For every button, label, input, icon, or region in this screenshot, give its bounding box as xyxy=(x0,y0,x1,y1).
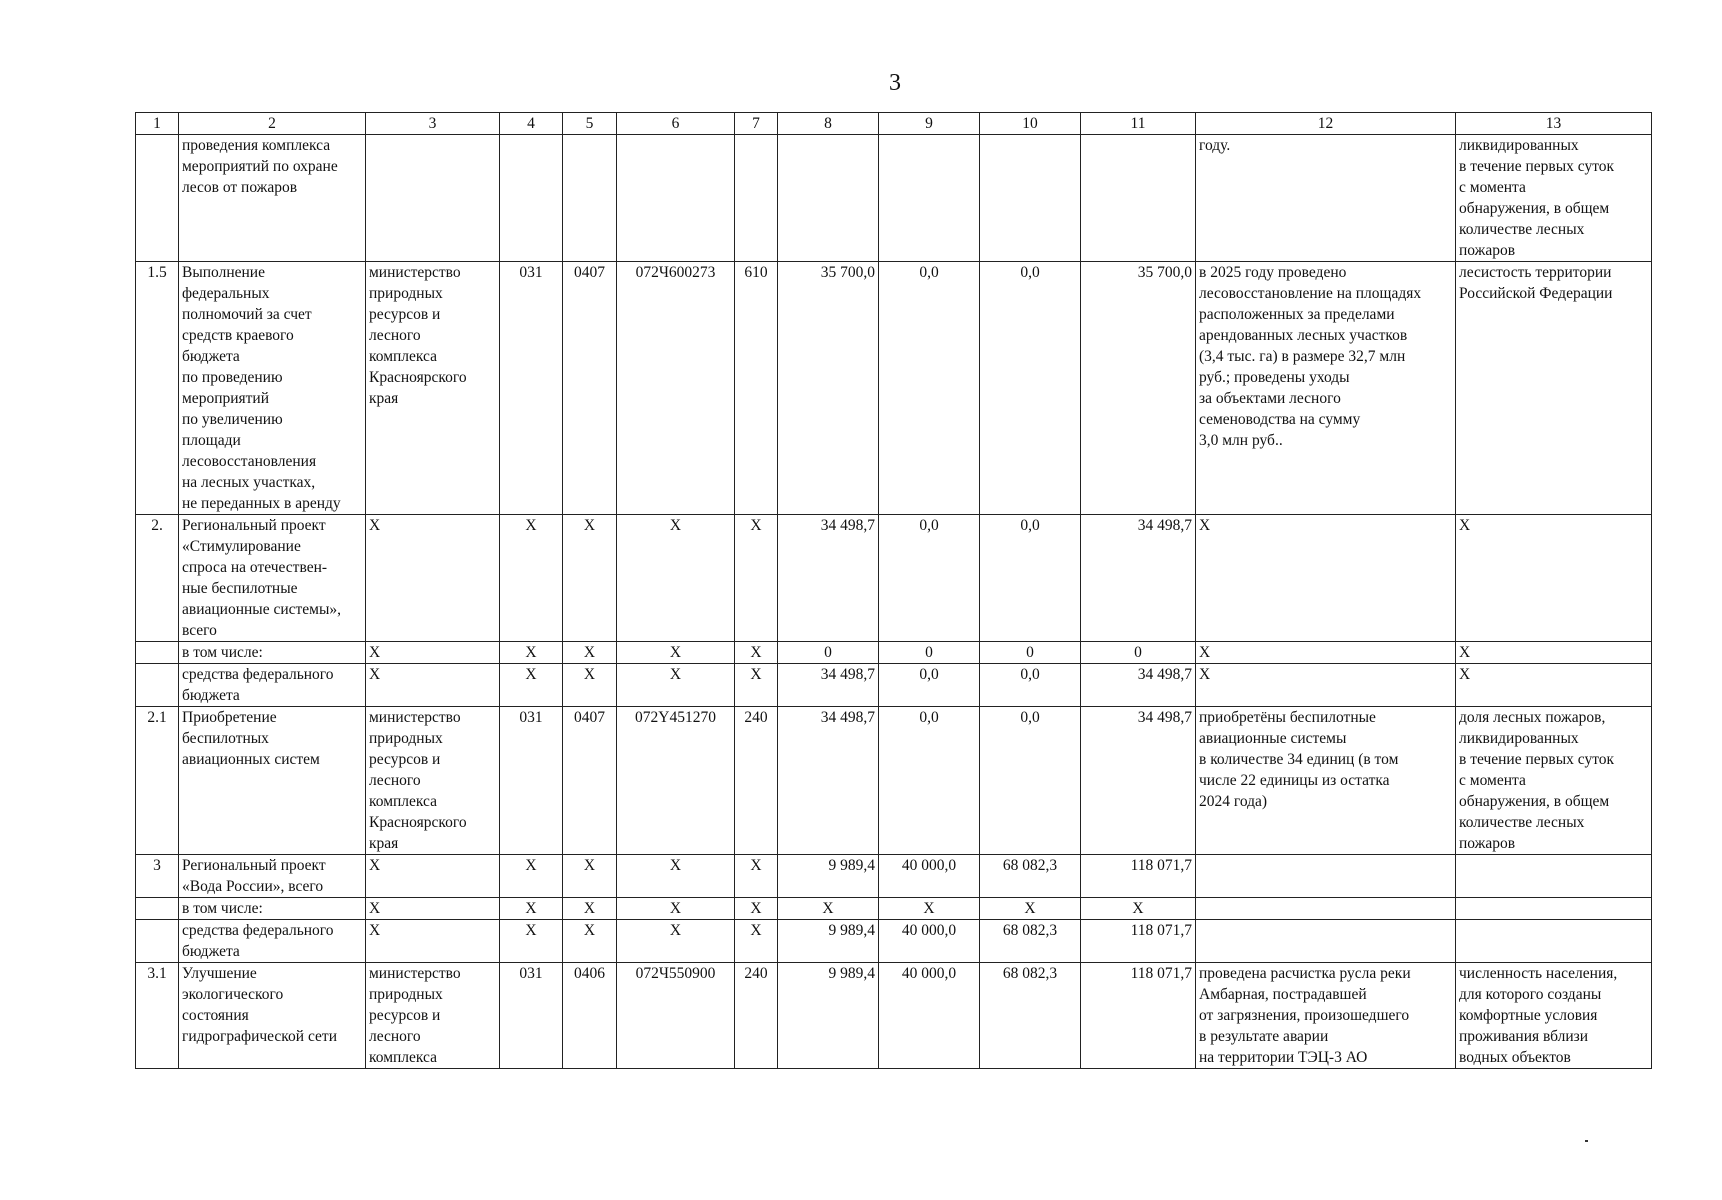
row-number-cell xyxy=(136,135,179,262)
amount-cell: 0,0 xyxy=(980,262,1081,515)
total-cell: 118 071,7 xyxy=(1081,920,1196,963)
amount-cell: 9 989,4 xyxy=(778,963,879,1069)
amount-cell: 40 000,0 xyxy=(879,920,980,963)
amount-cell: 0,0 xyxy=(879,262,980,515)
target-code-cell: X xyxy=(617,664,735,707)
amount-cell: 34 498,7 xyxy=(778,664,879,707)
section-code-cell: X xyxy=(563,855,617,898)
target-code-cell: 072Ч550900 xyxy=(617,963,735,1069)
header-cell: 10 xyxy=(980,113,1081,135)
amount-cell: 34 498,7 xyxy=(778,707,879,855)
table-row xyxy=(136,262,1652,515)
header-cell: 1 xyxy=(136,113,179,135)
indicator-cell xyxy=(1456,920,1652,963)
target-code-cell: X xyxy=(617,920,735,963)
expense-type-cell: X xyxy=(735,898,778,920)
amount-cell: 0 xyxy=(980,642,1081,664)
section-code-cell: 0407 xyxy=(563,262,617,515)
total-cell xyxy=(1081,135,1196,262)
grbs-code-cell: 031 xyxy=(500,262,563,515)
target-code-cell: 072Y451270 xyxy=(617,707,735,855)
activity-name-cell: средства федерального бюджета xyxy=(179,664,366,707)
amount-cell: 0,0 xyxy=(879,515,980,642)
section-code-cell: X xyxy=(563,920,617,963)
amount-cell: 0,0 xyxy=(980,707,1081,855)
table-row xyxy=(136,963,1652,1069)
table-row xyxy=(136,855,1652,898)
header-cell: 4 xyxy=(500,113,563,135)
header-cell: 8 xyxy=(778,113,879,135)
expense-type-cell: X xyxy=(735,855,778,898)
header-cell: 9 xyxy=(879,113,980,135)
target-code-cell: 072Ч600273 xyxy=(617,262,735,515)
target-code-cell: X xyxy=(617,855,735,898)
table-row xyxy=(136,642,1652,664)
amount-cell: 0,0 xyxy=(879,707,980,855)
table-row xyxy=(136,707,1652,855)
amount-cell: 35 700,0 xyxy=(778,262,879,515)
header-cell: 12 xyxy=(1196,113,1456,135)
amount-cell: 40 000,0 xyxy=(879,963,980,1069)
indicator-cell: ликвидированных в течение первых суток с момента обнаружения, в общем количестве лесных пожаров xyxy=(1456,135,1652,262)
grbs-code-cell: X xyxy=(500,515,563,642)
amount-cell: 0 xyxy=(778,642,879,664)
amount-cell: X xyxy=(980,898,1081,920)
executor-cell: X xyxy=(366,664,500,707)
row-number-cell: 1.5 xyxy=(136,262,179,515)
expense-type-cell: 610 xyxy=(735,262,778,515)
section-code-cell: 0406 xyxy=(563,963,617,1069)
expense-type-cell xyxy=(735,135,778,262)
section-code-cell: 0407 xyxy=(563,707,617,855)
header-cell: 5 xyxy=(563,113,617,135)
amount-cell: X xyxy=(778,898,879,920)
total-cell: 34 498,7 xyxy=(1081,707,1196,855)
result-cell: X xyxy=(1196,642,1456,664)
table-row xyxy=(136,664,1652,707)
result-cell: X xyxy=(1196,515,1456,642)
executor-cell: X xyxy=(366,920,500,963)
amount-cell: 68 082,3 xyxy=(980,963,1081,1069)
section-code-cell: X xyxy=(563,642,617,664)
executor-cell xyxy=(366,135,500,262)
total-cell: X xyxy=(1081,898,1196,920)
row-number-cell: 2. xyxy=(136,515,179,642)
table-row xyxy=(136,898,1652,920)
table-row xyxy=(136,515,1652,642)
indicator-cell: X xyxy=(1456,642,1652,664)
indicator-cell: доля лесных пожаров, ликвидированных в течение первых суток с момента обнаружения, в общем количестве лесных пожаров xyxy=(1456,707,1652,855)
executor-cell: X xyxy=(366,515,500,642)
table-row xyxy=(136,920,1652,963)
result-cell xyxy=(1196,920,1456,963)
header-cell: 13 xyxy=(1456,113,1652,135)
amount-cell xyxy=(778,135,879,262)
amount-cell: 34 498,7 xyxy=(778,515,879,642)
target-code-cell xyxy=(617,135,735,262)
grbs-code-cell: X xyxy=(500,664,563,707)
amount-cell: 68 082,3 xyxy=(980,920,1081,963)
executor-cell: министерство природных ресурсов и лесного комплекса xyxy=(366,963,500,1069)
indicator-cell: лесистость территории Российской Федерации xyxy=(1456,262,1652,515)
executor-cell: X xyxy=(366,642,500,664)
header-cell: 2 xyxy=(179,113,366,135)
header-row xyxy=(136,113,1652,135)
executor-cell: X xyxy=(366,855,500,898)
row-number-cell: 3.1 xyxy=(136,963,179,1069)
row-number-cell xyxy=(136,920,179,963)
section-code-cell: X xyxy=(563,898,617,920)
section-code-cell: X xyxy=(563,515,617,642)
expense-type-cell: 240 xyxy=(735,963,778,1069)
target-code-cell: X xyxy=(617,515,735,642)
grbs-code-cell: X xyxy=(500,855,563,898)
total-cell: 118 071,7 xyxy=(1081,963,1196,1069)
amount-cell: 9 989,4 xyxy=(778,855,879,898)
amount-cell: X xyxy=(879,898,980,920)
activity-name-cell: в том числе: xyxy=(179,898,366,920)
amount-cell: 0,0 xyxy=(980,664,1081,707)
activity-name-cell: Приобретение беспилотных авиационных систем xyxy=(179,707,366,855)
header-cell: 6 xyxy=(617,113,735,135)
grbs-code-cell: 031 xyxy=(500,963,563,1069)
amount-cell: 0 xyxy=(879,642,980,664)
expense-type-cell: 240 xyxy=(735,707,778,855)
activity-name-cell: в том числе: xyxy=(179,642,366,664)
amount-cell: 68 082,3 xyxy=(980,855,1081,898)
result-cell: X xyxy=(1196,664,1456,707)
header-cell: 3 xyxy=(366,113,500,135)
grbs-code-cell: X xyxy=(500,898,563,920)
result-cell: приобретёны беспилотные авиационные системы в количестве 34 единиц (в том числе 22 единицы из остатка 2024 года) xyxy=(1196,707,1456,855)
target-code-cell: X xyxy=(617,898,735,920)
table-row xyxy=(136,135,1652,262)
row-number-cell xyxy=(136,898,179,920)
indicator-cell: X xyxy=(1456,664,1652,707)
total-cell: 34 498,7 xyxy=(1081,515,1196,642)
grbs-code-cell: X xyxy=(500,920,563,963)
header-cell: 11 xyxy=(1081,113,1196,135)
row-number-cell xyxy=(136,664,179,707)
activity-name-cell: проведения комплекса мероприятий по охране лесов от пожаров xyxy=(179,135,366,262)
total-cell: 118 071,7 xyxy=(1081,855,1196,898)
activity-name-cell: Региональный проект «Стимулирование спроса на отечествен- ные беспилотные авиационные системы», всего xyxy=(179,515,366,642)
row-number-cell: 3 xyxy=(136,855,179,898)
total-cell: 35 700,0 xyxy=(1081,262,1196,515)
grbs-code-cell: 031 xyxy=(500,707,563,855)
amount-cell: 40 000,0 xyxy=(879,855,980,898)
header-cell: 7 xyxy=(735,113,778,135)
total-cell: 0 xyxy=(1081,642,1196,664)
target-code-cell: X xyxy=(617,642,735,664)
executor-cell: министерство природных ресурсов и лесного комплекса Красноярского края xyxy=(366,262,500,515)
expense-type-cell: X xyxy=(735,515,778,642)
activity-name-cell: средства федерального бюджета xyxy=(179,920,366,963)
activity-name-cell: Выполнение федеральных полномочий за счет средств краевого бюджета по проведению мероприятий по увеличению площади лесовосстановления на лесных участках, не переданных в аренду xyxy=(179,262,366,515)
result-cell xyxy=(1196,898,1456,920)
amount-cell: 9 989,4 xyxy=(778,920,879,963)
expense-type-cell: X xyxy=(735,664,778,707)
result-cell: в 2025 году проведено лесовосстановление на площадях расположенных за пределами арендованных лесных участков (3,4 тыс. га) в размере 32,7 млн руб.; проведены уходы за объектами лесного семеноводства на сумму 3,0 млн руб.. xyxy=(1196,262,1456,515)
total-cell: 34 498,7 xyxy=(1081,664,1196,707)
activity-name-cell: Региональный проект «Вода России», всего xyxy=(179,855,366,898)
row-number-cell xyxy=(136,642,179,664)
executor-cell: X xyxy=(366,898,500,920)
amount-cell xyxy=(879,135,980,262)
result-cell xyxy=(1196,855,1456,898)
executor-cell: министерство природных ресурсов и лесного комплекса Красноярского края xyxy=(366,707,500,855)
result-cell: году. xyxy=(1196,135,1456,262)
amount-cell xyxy=(980,135,1081,262)
section-code-cell: X xyxy=(563,664,617,707)
indicator-cell: численность населения, для которого созданы комфортные условия проживания вблизи водных объектов xyxy=(1456,963,1652,1069)
expense-type-cell: X xyxy=(735,920,778,963)
row-number-cell: 2.1 xyxy=(136,707,179,855)
budget-table xyxy=(135,112,1652,1069)
indicator-cell xyxy=(1456,898,1652,920)
section-code-cell xyxy=(563,135,617,262)
amount-cell: 0,0 xyxy=(980,515,1081,642)
indicator-cell xyxy=(1456,855,1652,898)
grbs-code-cell xyxy=(500,135,563,262)
scan-speck xyxy=(1585,1140,1588,1142)
page-number: 3 xyxy=(889,70,901,96)
result-cell: проведена расчистка русла реки Амбарная, пострадавшей от загрязнения, произошедшего в результате аварии на территории ТЭЦ-3 АО xyxy=(1196,963,1456,1069)
expense-type-cell: X xyxy=(735,642,778,664)
activity-name-cell: Улучшение экологического состояния гидрографической сети xyxy=(179,963,366,1069)
amount-cell: 0,0 xyxy=(879,664,980,707)
grbs-code-cell: X xyxy=(500,642,563,664)
indicator-cell: X xyxy=(1456,515,1652,642)
